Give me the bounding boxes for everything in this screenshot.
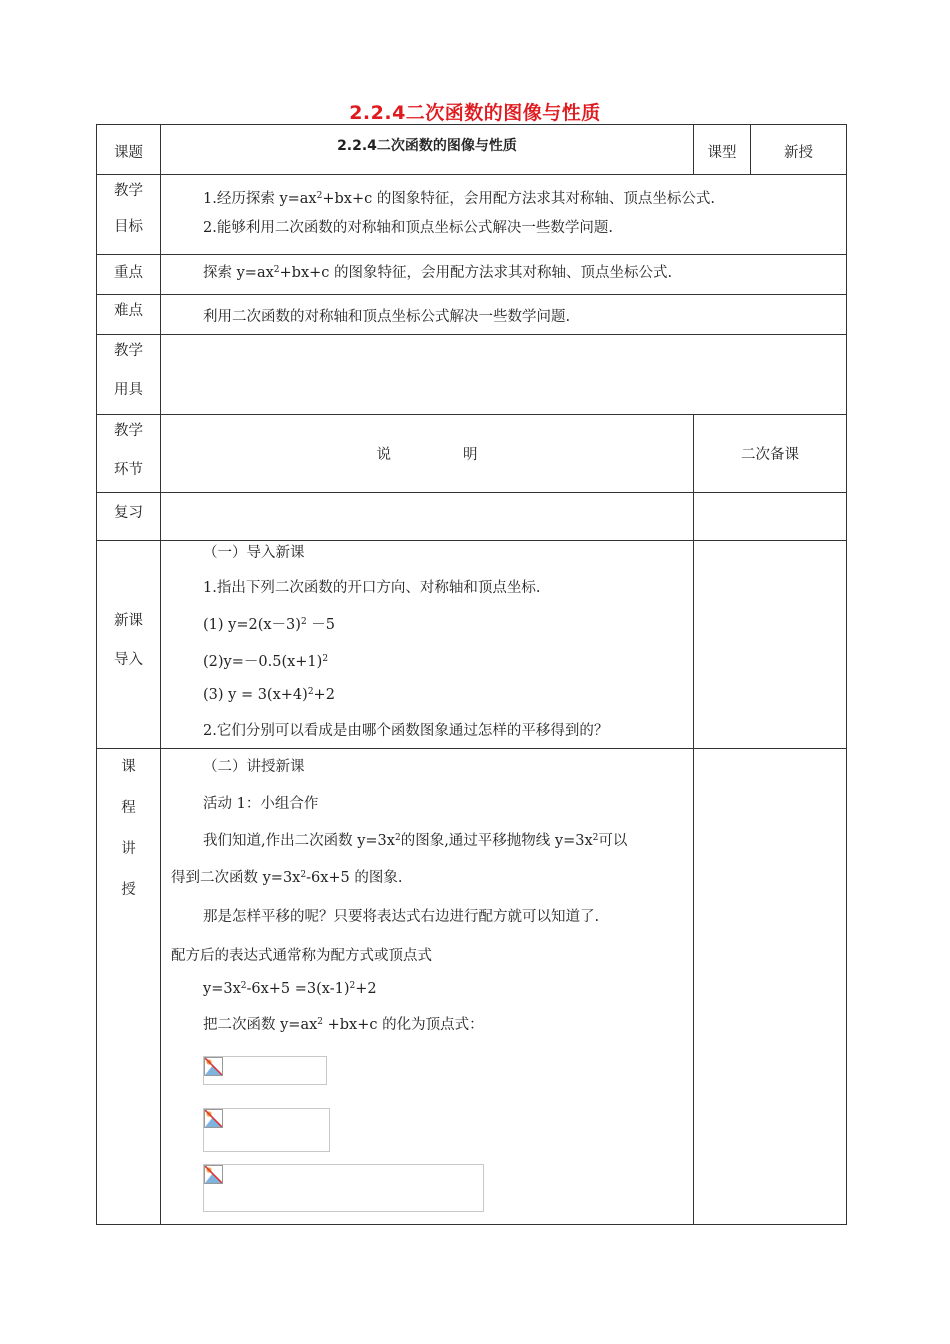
goals-line-2: 2.能够利用二次函数的对称轴和顶点坐标公式解决一些数学问题. bbox=[203, 220, 613, 236]
second-prep-label: 二次备课 bbox=[741, 447, 799, 463]
intro-label-1: 新课 bbox=[114, 613, 143, 629]
goals-label-1: 教学 bbox=[114, 183, 143, 199]
type-value: 新授 bbox=[784, 145, 813, 161]
intro-heading: （一）导入新课 bbox=[203, 545, 305, 561]
stage-label-1: 教学 bbox=[114, 423, 143, 439]
lesson-label-1: 课 bbox=[121, 759, 136, 775]
broken-image-icon bbox=[204, 1057, 223, 1076]
row-tools bbox=[97, 335, 847, 415]
difficulty-content-cell bbox=[161, 295, 847, 335]
tools-label-1: 教学 bbox=[114, 343, 143, 359]
difficulty-line: 利用二次函数的对称轴和顶点坐标公式解决一些数学问题. bbox=[203, 309, 571, 325]
topic-label-cell bbox=[97, 125, 161, 175]
lesson-para-4: 把二次函数 $y=ax^2 +bx+c$ 的化为顶点式： bbox=[203, 1017, 484, 1033]
formula-image-2 bbox=[203, 1108, 330, 1152]
lesson-plan-table bbox=[96, 124, 847, 1225]
lesson-label-4: 授 bbox=[121, 882, 136, 898]
lesson-para-3: 配方后的表达式通常称为配方式或顶点式 bbox=[171, 948, 432, 964]
key-label: 重点 bbox=[114, 265, 143, 281]
lesson-para-1a: 我们知道,作出二次函数 $y=3x^2$的图象,通过平移抛物线 $y=3x^2$可以 bbox=[203, 833, 628, 849]
broken-image-icon bbox=[204, 1109, 223, 1128]
review-label: 复习 bbox=[114, 505, 143, 521]
lesson-para-1b: 得到二次函数 $y=3x^2-6x+5$ 的图象. bbox=[171, 870, 403, 886]
tools-label-2: 用具 bbox=[114, 382, 143, 398]
lesson-activity: 活动 1：小组合作 bbox=[203, 796, 319, 812]
row-stage bbox=[97, 415, 847, 493]
stage-label-cell bbox=[97, 415, 161, 493]
goals-content-cell bbox=[161, 175, 847, 255]
stage-label-2: 环节 bbox=[114, 462, 143, 478]
row-topic bbox=[97, 125, 847, 175]
lesson-label-cell bbox=[97, 749, 161, 1225]
type-label: 课型 bbox=[707, 145, 737, 161]
stage-explain-cell bbox=[161, 415, 694, 493]
review-content-cell bbox=[161, 493, 694, 541]
goals-line-1: 1.经历探索 $y=ax^2+bx+c$ 的图象特征，会用配方法求其对称轴、顶点坐标公式. bbox=[203, 191, 715, 207]
intro-formula-2: $(2)y=-0.5(x+1)^2$ bbox=[203, 654, 329, 670]
row-intro bbox=[97, 541, 847, 749]
goals-label-2: 目标 bbox=[114, 219, 143, 235]
stage-explain-b: 明 bbox=[463, 447, 478, 463]
tools-label-cell bbox=[97, 335, 161, 415]
formula-image-1 bbox=[203, 1056, 327, 1085]
intro-formula-3: (3) $y = 3(x+4)^2+2$ bbox=[203, 687, 335, 703]
intro-formula-1: (1) $y=2(x-3)^2 -5$ bbox=[203, 617, 336, 633]
lesson-label-2: 程 bbox=[121, 800, 136, 816]
difficulty-label: 难点 bbox=[114, 303, 143, 319]
lesson-equation: $y=3x^2-6x+5 =3(x-1)^2+2$ bbox=[203, 981, 377, 997]
stage-explain-a: 说 bbox=[376, 447, 391, 463]
intro-label-cell bbox=[97, 541, 161, 749]
lesson-content-cell bbox=[161, 749, 694, 1225]
topic-value-cell bbox=[161, 125, 694, 175]
type-value-cell bbox=[751, 125, 847, 175]
document-title: 2.2.4二次函数的图像与性质 bbox=[349, 102, 601, 124]
intro-notes-cell bbox=[694, 541, 847, 749]
lesson-label-3: 讲 bbox=[121, 841, 136, 857]
intro-question-2: 2.它们分别可以看成是由哪个函数图象通过怎样的平移得到的？ bbox=[203, 723, 609, 739]
row-lesson bbox=[97, 749, 847, 1225]
formula-image-3 bbox=[203, 1164, 484, 1212]
intro-question-1: 1.指出下列二次函数的开口方向、对称轴和顶点坐标. bbox=[203, 580, 541, 596]
intro-content-cell bbox=[161, 541, 694, 749]
broken-image-icon bbox=[204, 1165, 223, 1184]
row-goals bbox=[97, 175, 847, 255]
lesson-heading: （二）讲授新课 bbox=[203, 759, 305, 775]
tools-content-cell bbox=[161, 335, 847, 415]
difficulty-label-cell bbox=[97, 295, 161, 335]
second-prep-cell bbox=[694, 415, 847, 493]
review-label-cell bbox=[97, 493, 161, 541]
row-review bbox=[97, 493, 847, 541]
key-line: 探索 $y=ax^2+bx+c$ 的图象特征，会用配方法求其对称轴、顶点坐标公式. bbox=[203, 265, 673, 281]
key-label-cell bbox=[97, 255, 161, 295]
review-notes-cell bbox=[694, 493, 847, 541]
intro-label-2: 导入 bbox=[114, 652, 143, 668]
lesson-para-2: 那是怎样平移的呢？只要将表达式右边进行配方就可以知道了. bbox=[203, 909, 600, 925]
topic-value: 2.2.4二次函数的图像与性质 bbox=[337, 138, 517, 154]
lesson-notes-cell bbox=[694, 749, 847, 1225]
key-content-cell bbox=[161, 255, 847, 295]
type-label-cell bbox=[694, 125, 751, 175]
row-difficulty bbox=[97, 295, 847, 335]
topic-label: 课题 bbox=[114, 145, 143, 161]
goals-label-cell bbox=[97, 175, 161, 255]
row-key-point bbox=[97, 255, 847, 295]
